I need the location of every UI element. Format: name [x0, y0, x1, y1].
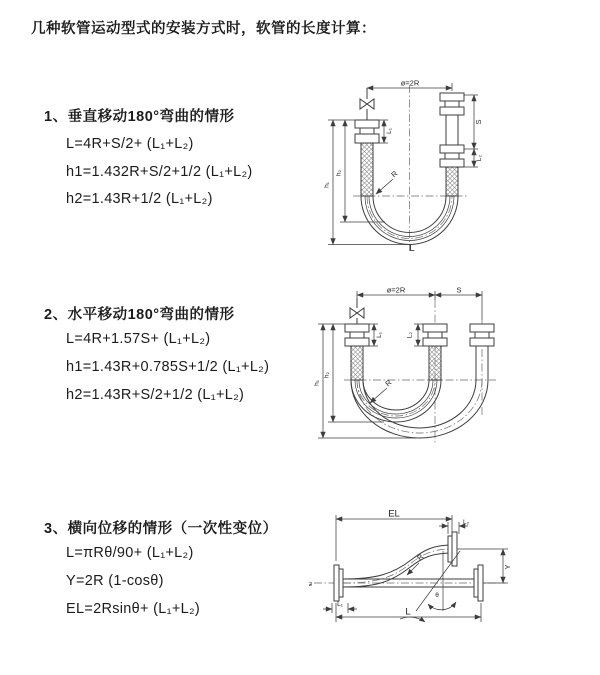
- dim-label-h1: h₁: [323, 182, 331, 188]
- dim-label-h2: h₂: [323, 371, 331, 379]
- dimension-L2: [464, 149, 483, 167]
- section-1-heading: 1、垂直移动180°弯曲的情形: [44, 109, 235, 125]
- section-2-heading: 2、水平移动180°弯曲的情形: [44, 307, 235, 323]
- section-2-formula-L: L=4R+1.57S+ (L₁+L₂): [66, 331, 211, 347]
- dim-label-l1: L₁: [337, 601, 343, 608]
- diagram-lateral-displacement: [298, 505, 598, 650]
- dim-label-h1: h₁: [313, 380, 321, 386]
- dim-label-s: S: [474, 119, 483, 125]
- middle-pipe-fitting: [423, 324, 447, 380]
- dimension-EL: [336, 509, 452, 562]
- left-pipe-fitting: [355, 120, 379, 196]
- right-pipe-fitting: [440, 93, 464, 196]
- dim-label-s: S: [456, 285, 462, 295]
- s-curve-hose-displaced: [343, 545, 452, 587]
- dim-label-l2: L₂: [463, 519, 470, 526]
- section-1-formula-h1: h1=1.432R+S/2+1/2 (L₁+L₂): [66, 164, 253, 180]
- left-flange: [334, 565, 343, 601]
- dim-label-width: ø=2R: [386, 285, 406, 295]
- valve-symbol: [350, 298, 364, 324]
- hose-u-curve-position1: [351, 377, 441, 422]
- dim-label-width: ø=2R: [400, 78, 420, 88]
- diagram-horizontal-180-bend: [306, 280, 591, 460]
- dim-label-r: R: [383, 377, 394, 389]
- dimension-L1: [379, 120, 393, 143]
- dimension-width-2R: [357, 286, 482, 321]
- dimension-L1: [369, 324, 383, 346]
- dim-label-r: R: [389, 168, 400, 180]
- dimension-Y: [457, 549, 512, 583]
- dimension-S: [435, 286, 482, 296]
- dim-label-l: L: [405, 606, 411, 618]
- dimension-L2: [407, 324, 424, 346]
- dim-label-y: Y: [503, 564, 512, 570]
- section-2-formula-h1: h1=1.43R+0.785S+1/2 (L₁+L₂): [66, 359, 270, 375]
- section-3-formula-Y: Y=2R (1-cosθ): [66, 573, 164, 589]
- section-1-formula-L: L=4R+S/2+ (L₁+L₂): [66, 136, 194, 152]
- diagram-vertical-180-bend: [315, 75, 585, 255]
- radius-callout: [407, 552, 426, 575]
- section-3-formula-L: L=πRθ/90+ (L₁+L₂): [66, 545, 194, 561]
- dim-label-el: EL: [388, 508, 400, 520]
- radius-callout: [370, 378, 394, 403]
- dim-label-l2: L₂: [406, 331, 414, 339]
- dim-label-l2: L₂: [476, 154, 483, 162]
- dim-label-h2: h₂: [335, 169, 343, 177]
- section-2-formula-h2: h2=1.43R+S/2+1/2 (L₁+L₂): [66, 387, 245, 403]
- dimension-L1: [323, 601, 357, 613]
- angle-label-theta: θ: [435, 592, 439, 599]
- left-pipe-fitting: [345, 324, 369, 380]
- dimension-L: [336, 603, 481, 622]
- dim-label-r: R: [415, 552, 426, 563]
- radius-callout: [376, 169, 400, 194]
- section-3-formula-EL: EL=2Rsinθ+ (L₁+L₂): [66, 601, 201, 617]
- right-flange-original: [474, 565, 483, 601]
- centerline-mark: ƶ: [309, 581, 313, 588]
- centerlines: [344, 300, 496, 445]
- section-3-heading: 3、横向位移的情形（一次性变位）: [44, 521, 278, 537]
- page-title: 几种软管运动型式的安装方式时，软管的长度计算：: [31, 21, 376, 37]
- dim-label-l1: L₁: [386, 128, 393, 134]
- dim-label-l1: L₁: [376, 332, 383, 338]
- dim-label-l: L: [409, 243, 415, 254]
- valve-symbol: [360, 88, 374, 120]
- dimension-S: [464, 95, 483, 149]
- section-1-formula-h2: h2=1.43R+1/2 (L₁+L₂): [66, 191, 213, 207]
